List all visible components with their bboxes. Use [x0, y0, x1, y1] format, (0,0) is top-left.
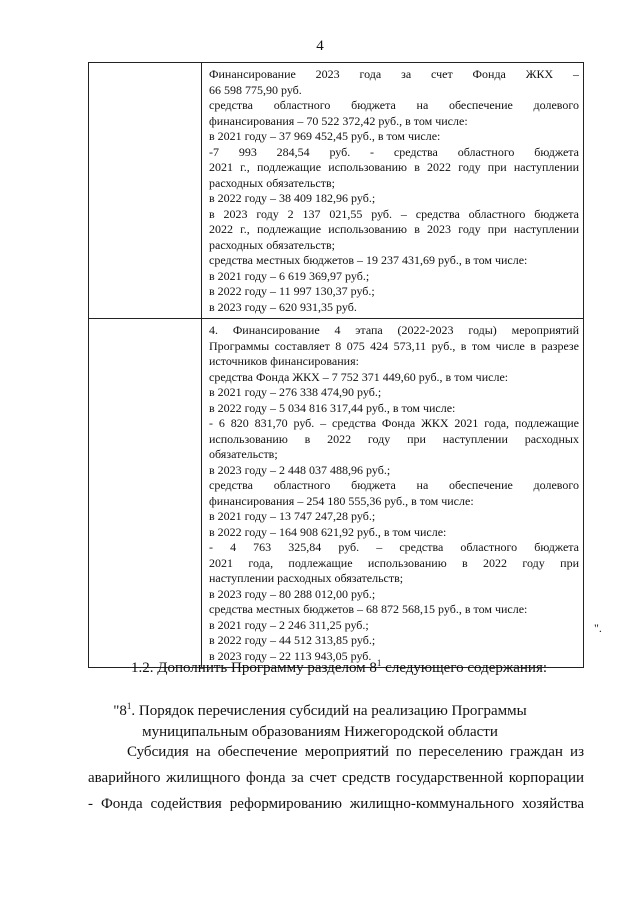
financing-line: в 2022 году – 44 512 313,85 руб.;	[209, 633, 376, 647]
financing-cell-2023	[202, 63, 584, 319]
section-heading-line-2: муниципальным образованиям Нижегородской области	[142, 724, 498, 740]
financing-line: 2022 г., подлежащие использованию в 2023 году при наступлении	[209, 222, 579, 236]
financing-line: в 2023 году – 2 448 037 488,96 руб.;	[209, 462, 391, 477]
financing-line: в 2023 году 2 137 021,55 руб. – средства областного бюджета	[209, 206, 579, 221]
closing-quote: ".	[594, 621, 602, 635]
financing-line: 2021 года, подлежащие использованию в 2022 году при	[209, 555, 579, 570]
financing-line: - 6 820 831,70 руб. – средства Фонда ЖКХ 2021 года, подлежащие	[209, 416, 579, 430]
amendment-point-suffix: следующего содержания:	[381, 660, 548, 676]
financing-line: в 2023 году – 620 931,35 руб.	[209, 299, 357, 314]
financing-line: Программы составляет 8 075 424 573,11 руб., в том числе в разрезе	[209, 338, 579, 353]
financing-line: в 2021 году – 6 619 369,97 руб.;	[209, 268, 370, 283]
financing-line: в 2021 году – 276 338 474,90 руб.;	[209, 385, 382, 399]
financing-line: в 2022 году – 5 034 816 317,44 руб., в том числе:	[209, 400, 456, 415]
financing-line: в 2022 году – 11 997 130,37 руб.;	[209, 284, 375, 298]
financing-line: в 2022 году – 38 409 182,96 руб.;	[209, 191, 376, 205]
financing-line: в 2023 году – 80 288 012,00 руб.;	[209, 586, 376, 601]
financing-line: расходных обязательств;	[209, 175, 335, 190]
table-row	[89, 63, 584, 319]
amendment-point	[131, 660, 547, 677]
table-cell-empty	[89, 63, 202, 319]
financing-line: 66 598 775,90 руб.	[209, 82, 302, 97]
body-paragraph-line: Субсидия на обеспечение мероприятий по переселению граждан из	[127, 744, 584, 760]
financing-line: в 2021 году – 13 747 247,28 руб.;	[209, 509, 376, 523]
page-number: 4	[316, 38, 324, 54]
financing-line: наступлении расходных обязательств;	[209, 571, 404, 585]
financing-line: средства областного бюджета на обеспечение долевого	[209, 98, 579, 112]
financing-line: 2021 г., подлежащие использованию в 2022 году при наступлении	[209, 160, 579, 174]
amendment-point-superscript: 1	[376, 658, 382, 668]
financing-line: - 4 763 325,84 руб. – средства областного бюджета	[209, 540, 579, 554]
amendment-point-text: 1.2. Дополнить Программу разделом 8	[131, 660, 377, 676]
financing-line: финансирования – 70 522 372,42 руб., в том числе:	[209, 113, 468, 128]
financing-line: средства Фонда ЖКХ – 7 752 371 449,60 руб., в том числе:	[209, 369, 509, 384]
financing-line: средства местных бюджетов – 68 872 568,15 руб., в том числе:	[209, 602, 528, 616]
financing-line: в 2021 году – 2 246 311,25 руб.;	[209, 617, 369, 632]
financing-line: 4. Финансирование 4 этапа (2022-2023 годы) мероприятий	[209, 323, 579, 337]
financing-line: финансирования – 254 180 555,36 руб., в том числе:	[209, 493, 474, 508]
financing-line: -7 993 284,54 руб. - средства областного бюджета	[209, 144, 579, 159]
financing-line: обязательств;	[209, 447, 278, 461]
section-heading-title: . Порядок перечисления субсидий на реализацию Программы	[131, 703, 527, 719]
financing-line: в 2022 году – 164 908 621,92 руб., в том числе:	[209, 524, 447, 539]
financing-cell-stage-4	[202, 319, 584, 668]
financing-line: источников финансирования:	[209, 354, 359, 368]
body-paragraph-line: аварийного жилищного фонда за счет средств государственной корпорации	[88, 770, 584, 786]
table-cell-empty	[89, 319, 202, 668]
financing-line: средства местных бюджетов – 19 237 431,69 руб., в том числе:	[209, 253, 528, 267]
financing-line: средства областного бюджета на обеспечение долевого	[209, 478, 579, 492]
financing-line: Финансирование 2023 года за счет Фонда ЖКХ –	[209, 67, 579, 81]
section-heading	[0, 703, 640, 720]
financing-line: использованию в 2022 году при наступлении расходных	[209, 431, 579, 446]
financing-table	[88, 62, 584, 668]
financing-line: в 2023 году – 22 113 943,05 руб.	[209, 648, 372, 663]
table-row	[89, 319, 584, 668]
financing-line: в 2021 году – 37 969 452,45 руб., в том числе:	[209, 129, 441, 143]
section-heading-superscript: 1	[126, 701, 132, 711]
body-paragraph-line: - Фонда содействия реформированию жилищно-коммунального хозяйства	[88, 796, 584, 812]
financing-line: расходных обязательств;	[209, 237, 335, 252]
section-heading-number: "8	[113, 703, 127, 719]
